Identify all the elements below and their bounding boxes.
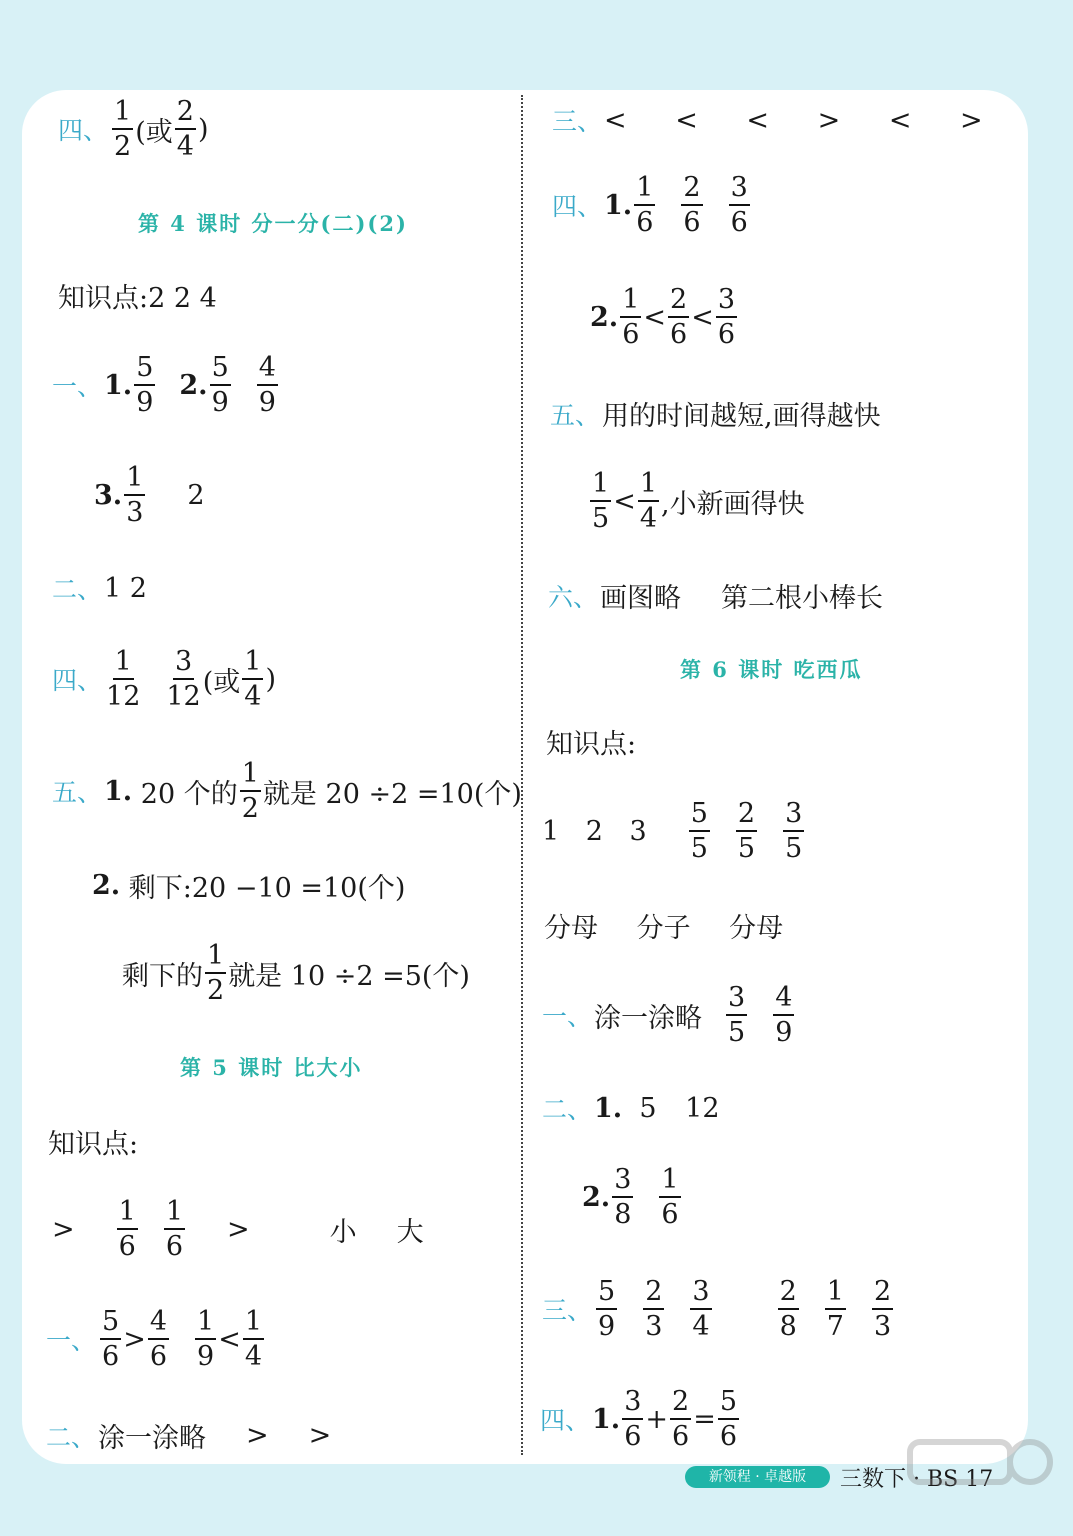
s4-q5-1: 五、 1. 20 个的 $\frac{1}{2}$ 就是 20 ÷2 =10(个) — [52, 758, 522, 824]
watermark-logo-icon — [900, 1432, 1060, 1532]
section-5-title: 第 5 课时 比大小 — [180, 1055, 363, 1080]
section-5-knowledge: 知识点: — [48, 1129, 139, 1160]
r-q5-answer: $\frac{1}{5}$ < $\frac{1}{4}$ ,小新画得快 — [592, 468, 805, 534]
s4-q1: 一、 1. $\frac{5}{9}$ 2. $\frac{5}{9}$ $\frac{4}{9}$ — [52, 352, 276, 418]
r6-knowledge-values: 1 2 3 $\frac{5}{5}$ $\frac{2}{5}$ $\frac{3}{5}$ — [542, 798, 803, 864]
brand-badge: 新领程 · 卓越版 — [685, 1466, 830, 1488]
r6-knowledge-terms: 分母 分子 分母 — [544, 913, 784, 944]
left-q4-prev: 四、 $\frac{1}{2}$ (或 $\frac{2}{4}$ ) — [58, 96, 209, 162]
s5-q1: 一、 $\frac{5}{6}$ > $\frac{4}{6}$ $\frac{1}{9}$ < $\frac{1}{4}$ — [46, 1306, 263, 1372]
r6-q2-1: 二、 1. 5 12 — [542, 1092, 720, 1124]
section-4-knowledge: 知识点:2 2 4 — [58, 283, 217, 314]
section-6-title: 第 6 课时 吃西瓜 — [680, 657, 863, 682]
r-q6: 六、 画图略 第二根小棒长 — [548, 582, 884, 614]
r-q4-1: 四、 1. $\frac{1}{6}$ $\frac{2}{6}$ $\frac{3}{6}$ — [552, 172, 748, 238]
section-4-title: 第 4 课时 分一分(二)(2) — [138, 211, 408, 236]
page-footer-label: 三数下 · BS 17 — [840, 1467, 994, 1492]
r6-q4-1: 四、 1. $\frac{3}{6}$ + $\frac{2}{6}$ = $\frac{5}{6}$ — [540, 1386, 738, 1452]
s4-q5-3: 剩下的 $\frac{1}{2}$ 就是 10 ÷2 =5(个) — [122, 940, 470, 1006]
s5-q2: 二、 涂一涂略 > > — [46, 1420, 332, 1454]
r6-q1: 一、 涂一涂略 $\frac{3}{5}$ $\frac{4}{9}$ — [542, 982, 793, 1048]
s4-q4: 四、 $\frac{1}{12}$ $\frac{3}{12}$ (或 $\frac{1}{4}$ ) — [52, 646, 277, 712]
r6-q2-2: 2. $\frac{3}{8}$ $\frac{1}{6}$ — [582, 1164, 679, 1230]
s4-q1-3: 3. $\frac{1}{3}$ 2 — [94, 462, 205, 528]
r6-q3: 三、 $\frac{5}{9}$ $\frac{2}{3}$ $\frac{3}{4}$ $\frac{2}{8}$ $\frac{1}{7}$ $\frac{2}{3}$ — [542, 1276, 892, 1342]
r-q3: 三、 < < < > < > — [552, 104, 983, 136]
s4-q2: 二、 1 2 — [52, 572, 147, 604]
r-q5: 五、 用的时间越短,画得越快 — [550, 400, 881, 432]
r-q4-2: 2. $\frac{1}{6}$ < $\frac{2}{6}$ < $\frac{3}{6}$ — [590, 284, 735, 350]
s5-knowledge-values: > $\frac{1}{6}$ $\frac{1}{6}$ > 小 大 — [52, 1196, 424, 1262]
section-6-knowledge: 知识点: — [546, 729, 637, 760]
s4-q5-2: 2. 剩下:20 −10 =10(个) — [92, 870, 406, 904]
